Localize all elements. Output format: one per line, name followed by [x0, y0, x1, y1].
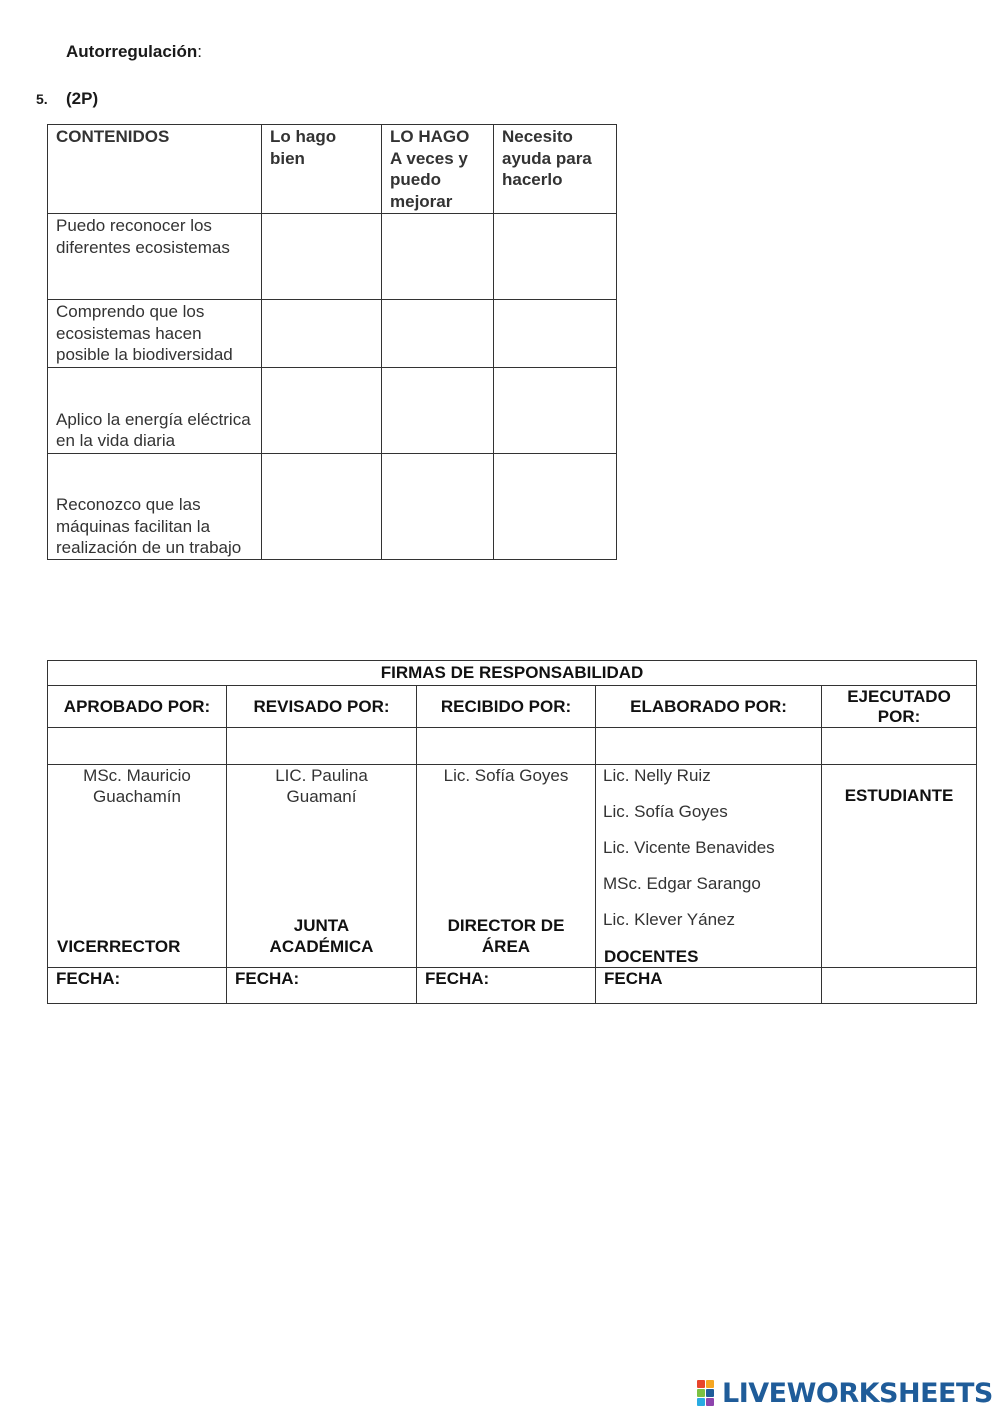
- answer-cell-a-veces[interactable]: [382, 367, 494, 453]
- signature-box-aprobado[interactable]: [48, 728, 227, 765]
- aprobado-name: MSc. Mauricio Guachamín: [83, 766, 191, 806]
- question-header: [36, 89, 98, 109]
- revisado-name: LIC. Paulina Guamaní: [275, 766, 368, 806]
- section-heading: [66, 42, 202, 62]
- table-row: [48, 453, 617, 559]
- contenido-cell: Aplico la energía eléctrica en la vida diaria: [48, 367, 262, 453]
- signatures-table: [47, 660, 977, 1004]
- liveworksheets-logo-text: LIVEWORKSHEETS: [722, 1377, 993, 1409]
- contenido-cell: Comprendo que los ecosistemas hacen posible la biodiversidad: [48, 300, 262, 368]
- question-points: (2P): [66, 89, 99, 108]
- signature-box-ejecutado[interactable]: [822, 728, 977, 765]
- date-ejecutado[interactable]: [822, 968, 977, 1004]
- answer-cell-necesito-ayuda[interactable]: [494, 453, 617, 559]
- signature-box-elaborado[interactable]: [596, 728, 822, 765]
- signatures-roles-row: [48, 686, 977, 728]
- revisado-cell: [227, 765, 417, 968]
- role-elaborado: ELABORADO POR:: [596, 686, 822, 728]
- table-row: [48, 214, 617, 300]
- contenido-cell: Reconozco que las máquinas facilitan la realización de un trabajo: [48, 453, 262, 559]
- self-assessment-table: [47, 124, 617, 560]
- header-a-veces: LO HAGO A veces y puedo mejorar: [382, 125, 494, 214]
- answer-cell-necesito-ayuda[interactable]: [494, 214, 617, 300]
- header-lo-hago-bien: Lo hago bien: [262, 125, 382, 214]
- answer-cell-necesito-ayuda[interactable]: [494, 300, 617, 368]
- aprobado-position: VICERRECTOR: [57, 937, 181, 956]
- contenido-cell: Puedo reconocer los diferentes ecosistemas: [48, 214, 262, 300]
- header-contenidos: CONTENIDOS: [48, 125, 262, 214]
- ejecutado-cell: [822, 765, 977, 968]
- signature-dates-row: [48, 968, 977, 1004]
- role-aprobado: APROBADO POR:: [48, 686, 227, 728]
- answer-cell-lo-hago-bien[interactable]: [262, 367, 382, 453]
- answer-cell-lo-hago-bien[interactable]: [262, 453, 382, 559]
- signature-blank-row: [48, 728, 977, 765]
- header-necesito-ayuda: Necesito ayuda para hacerlo: [494, 125, 617, 214]
- date-aprobado[interactable]: FECHA:: [48, 968, 227, 1004]
- recibido-name: Lic. Sofía Goyes: [443, 766, 569, 785]
- revisado-position: JUNTA ACADÉMICA: [269, 916, 374, 956]
- answer-cell-a-veces[interactable]: [382, 453, 494, 559]
- list-item: Lic. Nelly Ruiz: [603, 766, 711, 785]
- assessment-header-row: [48, 125, 617, 214]
- answer-cell-necesito-ayuda[interactable]: [494, 367, 617, 453]
- list-item: Lic. Klever Yánez: [603, 910, 735, 929]
- signature-names-row: [48, 765, 977, 968]
- signature-box-recibido[interactable]: [417, 728, 596, 765]
- aprobado-cell: [48, 765, 227, 968]
- liveworksheets-logo[interactable]: [697, 1378, 993, 1408]
- elaborado-cell: [596, 765, 822, 968]
- answer-cell-lo-hago-bien[interactable]: [262, 300, 382, 368]
- signature-box-revisado[interactable]: [227, 728, 417, 765]
- docentes-list: [603, 765, 817, 945]
- date-revisado[interactable]: FECHA:: [227, 968, 417, 1004]
- answer-cell-a-veces[interactable]: [382, 300, 494, 368]
- liveworksheets-logo-icon: [697, 1380, 719, 1406]
- recibido-cell: [417, 765, 596, 968]
- table-row: [48, 367, 617, 453]
- date-recibido[interactable]: FECHA:: [417, 968, 596, 1004]
- question-number: 5.: [36, 91, 48, 107]
- list-item: Lic. Vicente Benavides: [603, 838, 775, 857]
- answer-cell-a-veces[interactable]: [382, 214, 494, 300]
- ejecutado-name: ESTUDIANTE: [844, 786, 954, 805]
- role-recibido: RECIBIDO POR:: [417, 686, 596, 728]
- table-row: [48, 300, 617, 368]
- role-ejecutado: EJECUTADO POR:: [822, 686, 977, 728]
- list-item: MSc. Edgar Sarango: [603, 874, 761, 893]
- list-item: Lic. Sofía Goyes: [603, 802, 728, 821]
- section-heading-colon: :: [197, 42, 203, 61]
- recibido-position: DIRECTOR DE ÁREA: [447, 916, 565, 956]
- answer-cell-lo-hago-bien[interactable]: [262, 214, 382, 300]
- section-heading-label: Autorregulación: [66, 42, 198, 61]
- signatures-title: FIRMAS DE RESPONSABILIDAD: [48, 661, 977, 686]
- date-elaborado[interactable]: FECHA: [596, 968, 822, 1004]
- elaborado-position: DOCENTES: [604, 947, 699, 966]
- signatures-title-row: [48, 661, 977, 686]
- role-revisado: REVISADO POR:: [227, 686, 417, 728]
